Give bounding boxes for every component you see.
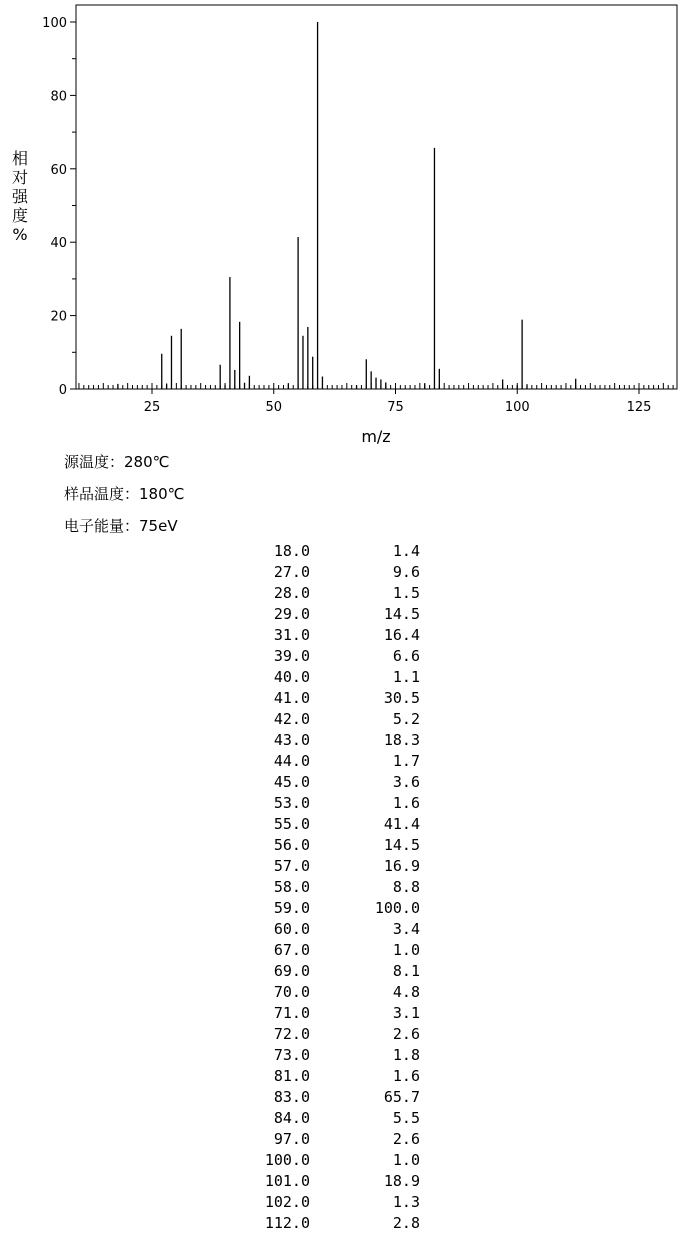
mz-value: 112.0 bbox=[264, 1214, 310, 1232]
table-row bbox=[230, 604, 430, 625]
intensity-value: 1.3 bbox=[392, 1193, 420, 1211]
table-row bbox=[230, 583, 430, 604]
y-axis bbox=[42, 16, 76, 398]
intensity-value: 1.6 bbox=[392, 1067, 420, 1085]
intensity-value: 6.6 bbox=[392, 647, 420, 665]
intensity-value: 18.9 bbox=[383, 1172, 420, 1190]
y-label-char: 相 bbox=[11, 149, 29, 168]
table-row bbox=[230, 1171, 430, 1192]
x-tick-label: 25 bbox=[143, 400, 161, 415]
mz-value: 55.0 bbox=[273, 815, 310, 833]
intensity-value: 4.8 bbox=[392, 983, 420, 1001]
y-tick-label: 20 bbox=[50, 309, 67, 325]
intensity-value: 16.9 bbox=[383, 857, 420, 875]
intensity-value: 1.4 bbox=[392, 542, 420, 560]
table-row bbox=[230, 751, 430, 772]
table-row bbox=[230, 709, 430, 730]
intensity-value: 14.5 bbox=[383, 836, 420, 854]
intensity-value: 30.5 bbox=[383, 689, 420, 707]
x-tick-label: 125 bbox=[626, 400, 652, 415]
mz-value: 53.0 bbox=[273, 794, 310, 812]
table-row bbox=[230, 730, 430, 751]
x-tick-label: 50 bbox=[265, 400, 283, 415]
mz-value: 73.0 bbox=[273, 1046, 310, 1064]
intensity-value: 9.6 bbox=[392, 563, 420, 581]
mz-value: 27.0 bbox=[273, 563, 310, 581]
table-row bbox=[230, 1129, 430, 1150]
intensity-value: 16.4 bbox=[383, 626, 420, 644]
table-row bbox=[230, 1003, 430, 1024]
intensity-value: 8.8 bbox=[392, 878, 420, 896]
intensity-value: 3.4 bbox=[392, 920, 420, 938]
y-tick-label: 80 bbox=[50, 89, 67, 105]
mz-value: 67.0 bbox=[273, 941, 310, 959]
intensity-value: 2.6 bbox=[392, 1130, 420, 1148]
mz-value: 101.0 bbox=[264, 1172, 310, 1190]
table-row bbox=[230, 1024, 430, 1045]
table-row bbox=[230, 688, 430, 709]
mz-value: 43.0 bbox=[273, 731, 310, 749]
mz-value: 59.0 bbox=[273, 899, 310, 917]
table-row bbox=[230, 961, 430, 982]
mz-value: 72.0 bbox=[273, 1025, 310, 1043]
intensity-value: 1.6 bbox=[392, 794, 420, 812]
table-row bbox=[230, 814, 430, 835]
intensity-value: 2.6 bbox=[392, 1025, 420, 1043]
spectrum-bars bbox=[118, 22, 576, 389]
intensity-value: 1.1 bbox=[392, 668, 420, 686]
table-row bbox=[230, 982, 430, 1003]
electron-energy: 电子能量：75eV bbox=[64, 517, 178, 535]
y-tick-label: 0 bbox=[58, 383, 67, 398]
x-tick-label: 75 bbox=[387, 400, 404, 415]
mz-value: 44.0 bbox=[273, 752, 310, 770]
table-row bbox=[230, 1213, 430, 1234]
table-row bbox=[230, 919, 430, 940]
y-label-char: 度 bbox=[11, 206, 29, 225]
table-row bbox=[230, 793, 430, 814]
mz-value: 57.0 bbox=[273, 857, 310, 875]
table-row bbox=[230, 1108, 430, 1129]
mz-value: 71.0 bbox=[273, 1004, 310, 1022]
table-row bbox=[230, 1066, 430, 1087]
intensity-value: 1.5 bbox=[392, 584, 420, 602]
table-row bbox=[230, 877, 430, 898]
table-row bbox=[230, 835, 430, 856]
table-row bbox=[230, 772, 430, 793]
y-label-char: % bbox=[12, 225, 28, 244]
y-axis-label bbox=[12, 149, 29, 244]
intensity-value: 100.0 bbox=[374, 899, 420, 917]
intensity-value: 65.7 bbox=[383, 1088, 420, 1106]
mz-value: 41.0 bbox=[273, 689, 310, 707]
intensity-value: 1.8 bbox=[392, 1046, 420, 1064]
intensity-value: 3.1 bbox=[392, 1004, 420, 1022]
table-row bbox=[230, 856, 430, 877]
y-tick-label: 40 bbox=[50, 236, 67, 252]
intensity-value: 3.6 bbox=[392, 773, 420, 791]
mz-value: 56.0 bbox=[273, 836, 310, 854]
mz-value: 70.0 bbox=[273, 983, 310, 1001]
mz-value: 40.0 bbox=[273, 668, 310, 686]
table-row bbox=[230, 940, 430, 961]
table-row bbox=[230, 646, 430, 667]
mz-value: 42.0 bbox=[273, 710, 310, 728]
mz-value: 83.0 bbox=[273, 1088, 310, 1106]
table-row bbox=[230, 1087, 430, 1108]
plot-frame bbox=[76, 5, 677, 389]
intensity-value: 2.8 bbox=[392, 1214, 420, 1232]
intensity-value: 1.0 bbox=[392, 1151, 420, 1169]
mz-value: 102.0 bbox=[264, 1193, 310, 1211]
table-row bbox=[230, 1045, 430, 1066]
intensity-value: 1.0 bbox=[392, 941, 420, 959]
y-label-char: 强 bbox=[11, 187, 29, 206]
peak-table bbox=[230, 541, 430, 1234]
intensity-value: 18.3 bbox=[383, 731, 420, 749]
y-tick-label: 60 bbox=[50, 162, 67, 178]
table-row bbox=[230, 1192, 430, 1213]
mz-value: 58.0 bbox=[273, 878, 310, 896]
mz-value: 39.0 bbox=[273, 647, 310, 665]
mz-value: 81.0 bbox=[273, 1067, 310, 1085]
mz-value: 100.0 bbox=[264, 1151, 310, 1169]
x-axis bbox=[144, 389, 652, 415]
mz-value: 60.0 bbox=[273, 920, 310, 938]
source-temperature: 源温度：280℃ bbox=[64, 453, 170, 471]
intensity-value: 1.7 bbox=[392, 752, 420, 770]
table-row bbox=[230, 1150, 430, 1171]
sample-temperature: 样品温度：180℃ bbox=[64, 485, 185, 503]
mz-value: 18.0 bbox=[273, 542, 310, 560]
intensity-value: 14.5 bbox=[383, 605, 420, 623]
x-tick-label: 100 bbox=[504, 400, 530, 415]
intensity-value: 5.5 bbox=[392, 1109, 420, 1127]
mz-value: 97.0 bbox=[273, 1130, 310, 1148]
mz-value: 31.0 bbox=[273, 626, 310, 644]
mz-value: 28.0 bbox=[273, 584, 310, 602]
mz-value: 29.0 bbox=[273, 605, 310, 623]
mz-value: 84.0 bbox=[273, 1109, 310, 1127]
y-tick-label: 100 bbox=[42, 16, 67, 31]
mass-spectrum-chart bbox=[0, 0, 680, 450]
x-axis-label: m/z bbox=[361, 427, 391, 446]
intensity-value: 41.4 bbox=[383, 815, 420, 833]
intensity-value: 8.1 bbox=[392, 962, 420, 980]
table-row bbox=[230, 541, 430, 562]
table-row bbox=[230, 898, 430, 919]
mz-value: 69.0 bbox=[273, 962, 310, 980]
intensity-value: 5.2 bbox=[392, 710, 420, 728]
y-label-char: 对 bbox=[11, 168, 29, 187]
table-row bbox=[230, 562, 430, 583]
mz-value: 45.0 bbox=[273, 773, 310, 791]
table-row bbox=[230, 625, 430, 646]
table-row bbox=[230, 667, 430, 688]
